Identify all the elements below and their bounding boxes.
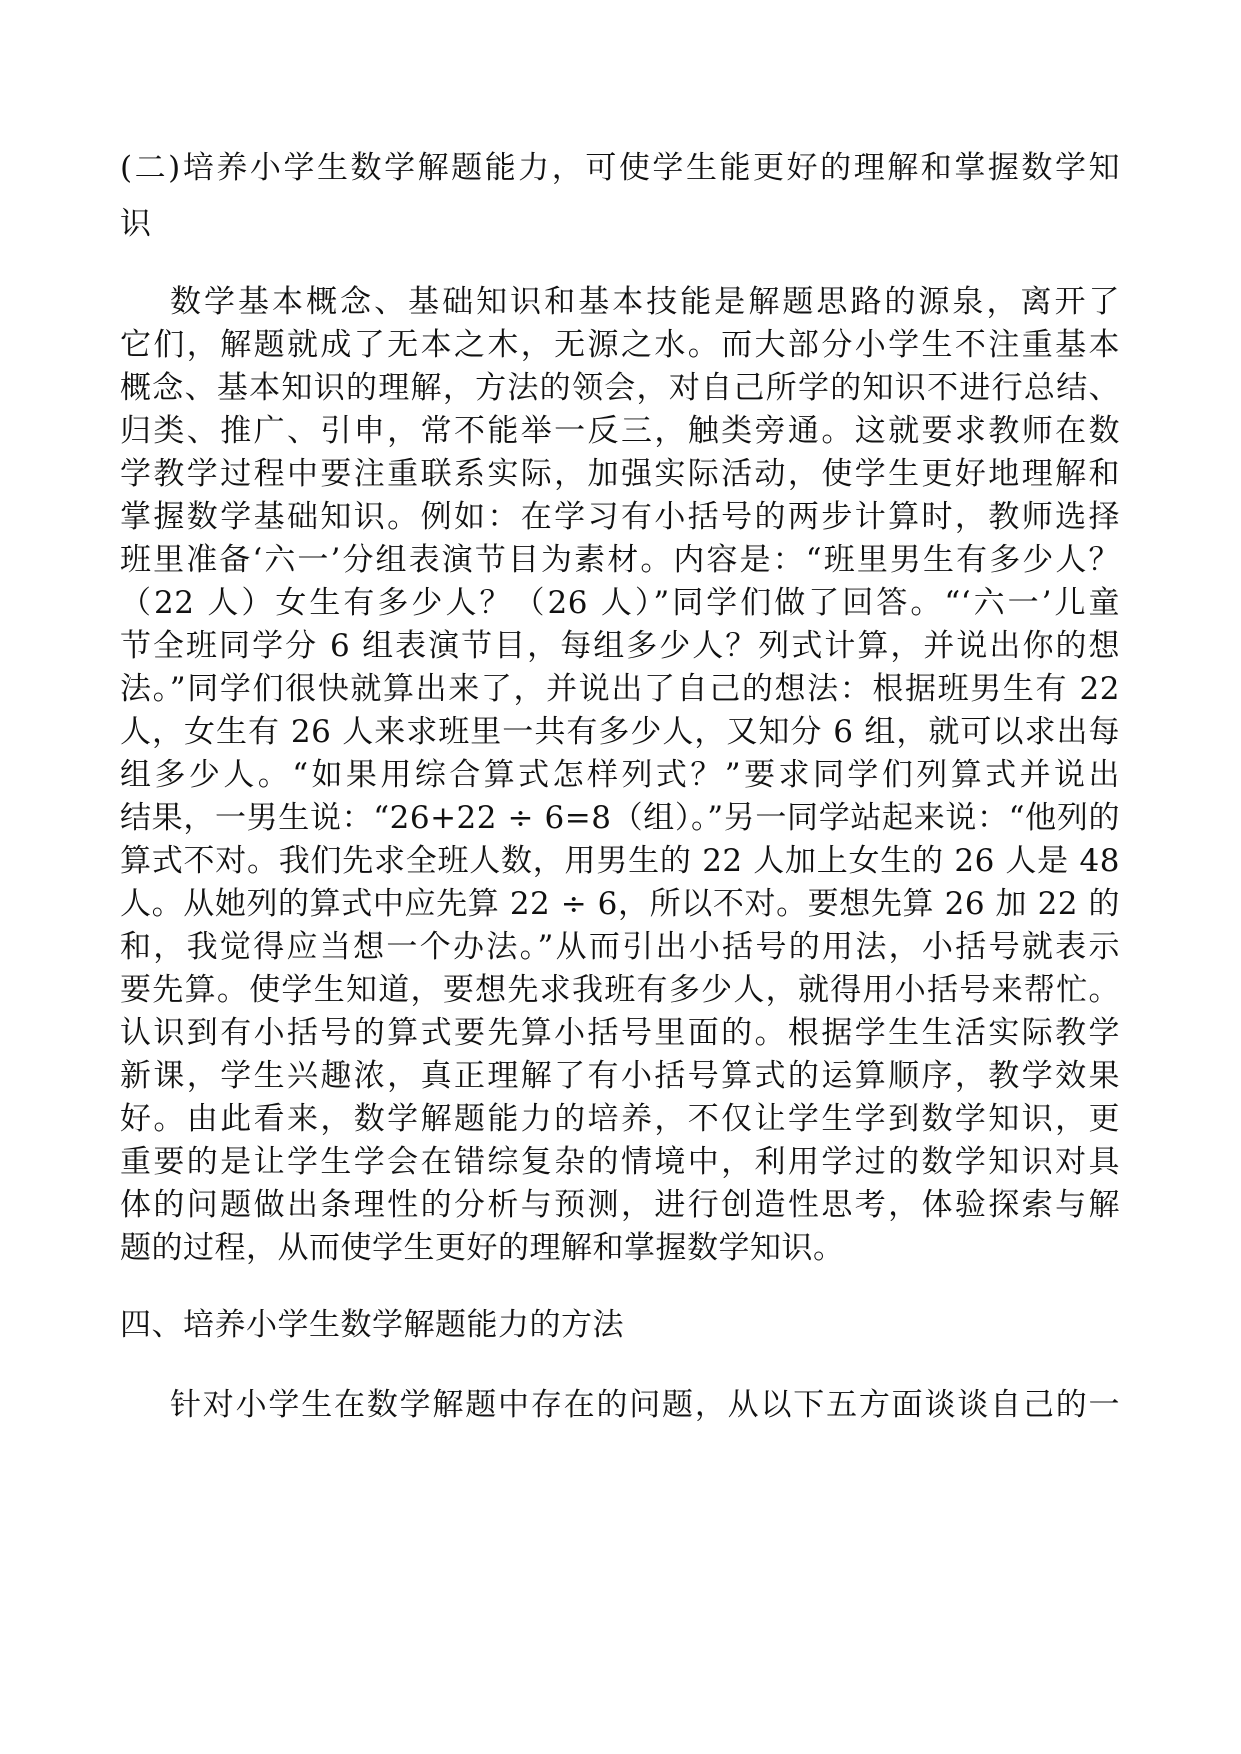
paragraph-line: （22 人）女生有多少人？（26 人）”同学们做了回答。“‘六一’儿童 — [120, 585, 1120, 621]
paragraph-line: 节全班同学分 6 组表演节目，每组多少人？列式计算，并说出你的想 — [120, 628, 1120, 664]
paragraph-line: 掌握数学基础知识。例如：在学习有小括号的两步计算时，教师选择 — [120, 499, 1120, 535]
paragraph-line: 算式不对。我们先求全班人数，用男生的 22 人加上女生的 26 人是 48 — [120, 843, 1120, 879]
paragraph-line: 班里准备‘六一’分组表演节目为素材。内容是：“班里男生有多少人？ — [120, 542, 1120, 578]
paragraph-line: 好。由此看来，数学解题能力的培养，不仅让学生学到数学知识，更 — [120, 1101, 1120, 1137]
paragraph-line: 数学基本概念、基础知识和基本技能是解题思路的源泉，离开了 — [170, 284, 1120, 320]
section-heading-line-2: 识 — [120, 206, 152, 242]
section-four-heading: 四、培养小学生数学解题能力的方法 — [120, 1307, 624, 1343]
paragraph-line: 重要的是让学生学会在错综复杂的情境中，利用学过的数学知识对具 — [120, 1144, 1120, 1180]
section-heading-line-1: (二)培养小学生数学解题能力，可使学生能更好的理解和掌握数学知 — [120, 150, 1120, 186]
paragraph-line: 法。”同学们很快就算出来了，并说出了自己的想法：根据班男生有 22 — [120, 671, 1120, 707]
paragraph-line: 人，女生有 26 人来求班里一共有多少人，又知分 6 组，就可以求出每 — [120, 714, 1120, 750]
paragraph-line: 认识到有小括号的算式要先算小括号里面的。根据学生生活实际教学 — [120, 1015, 1120, 1051]
paragraph-2-line-1: 针对小学生在数学解题中存在的问题，从以下五方面谈谈自己的一 — [170, 1387, 1120, 1423]
paragraph-line: 归类、推广、引申，常不能举一反三，触类旁通。这就要求教师在数 — [120, 413, 1120, 449]
paragraph-line: 和，我觉得应当想一个办法。”从而引出小括号的用法，小括号就表示 — [120, 929, 1120, 965]
paragraph-line: 它们，解题就成了无本之木，无源之水。而大部分小学生不注重基本 — [120, 327, 1120, 363]
paragraph-line: 题的过程，从而使学生更好的理解和掌握数学知识。 — [120, 1230, 845, 1266]
paragraph-line: 概念、基本知识的理解，方法的领会，对自己所学的知识不进行总结、 — [120, 370, 1120, 406]
paragraph-line: 学教学过程中要注重联系实际，加强实际活动，使学生更好地理解和 — [120, 456, 1120, 492]
paragraph-line: 人。从她列的算式中应先算 22 ÷ 6，所以不对。要想先算 26 加 22 的 — [120, 886, 1120, 922]
paragraph-line: 组多少人。“如果用综合算式怎样列式？”要求同学们列算式并说出 — [120, 757, 1120, 793]
paragraph-line: 要先算。使学生知道，要想先求我班有多少人，就得用小括号来帮忙。 — [120, 972, 1120, 1008]
paragraph-line: 体的问题做出条理性的分析与预测，进行创造性思考，体验探索与解 — [120, 1187, 1120, 1223]
paragraph-line: 新课，学生兴趣浓，真正理解了有小括号算式的运算顺序，教学效果 — [120, 1058, 1120, 1094]
paragraph-line: 结果，一男生说：“26+22 ÷ 6=8（组）。”另一同学站起来说：“他列的 — [120, 800, 1120, 836]
